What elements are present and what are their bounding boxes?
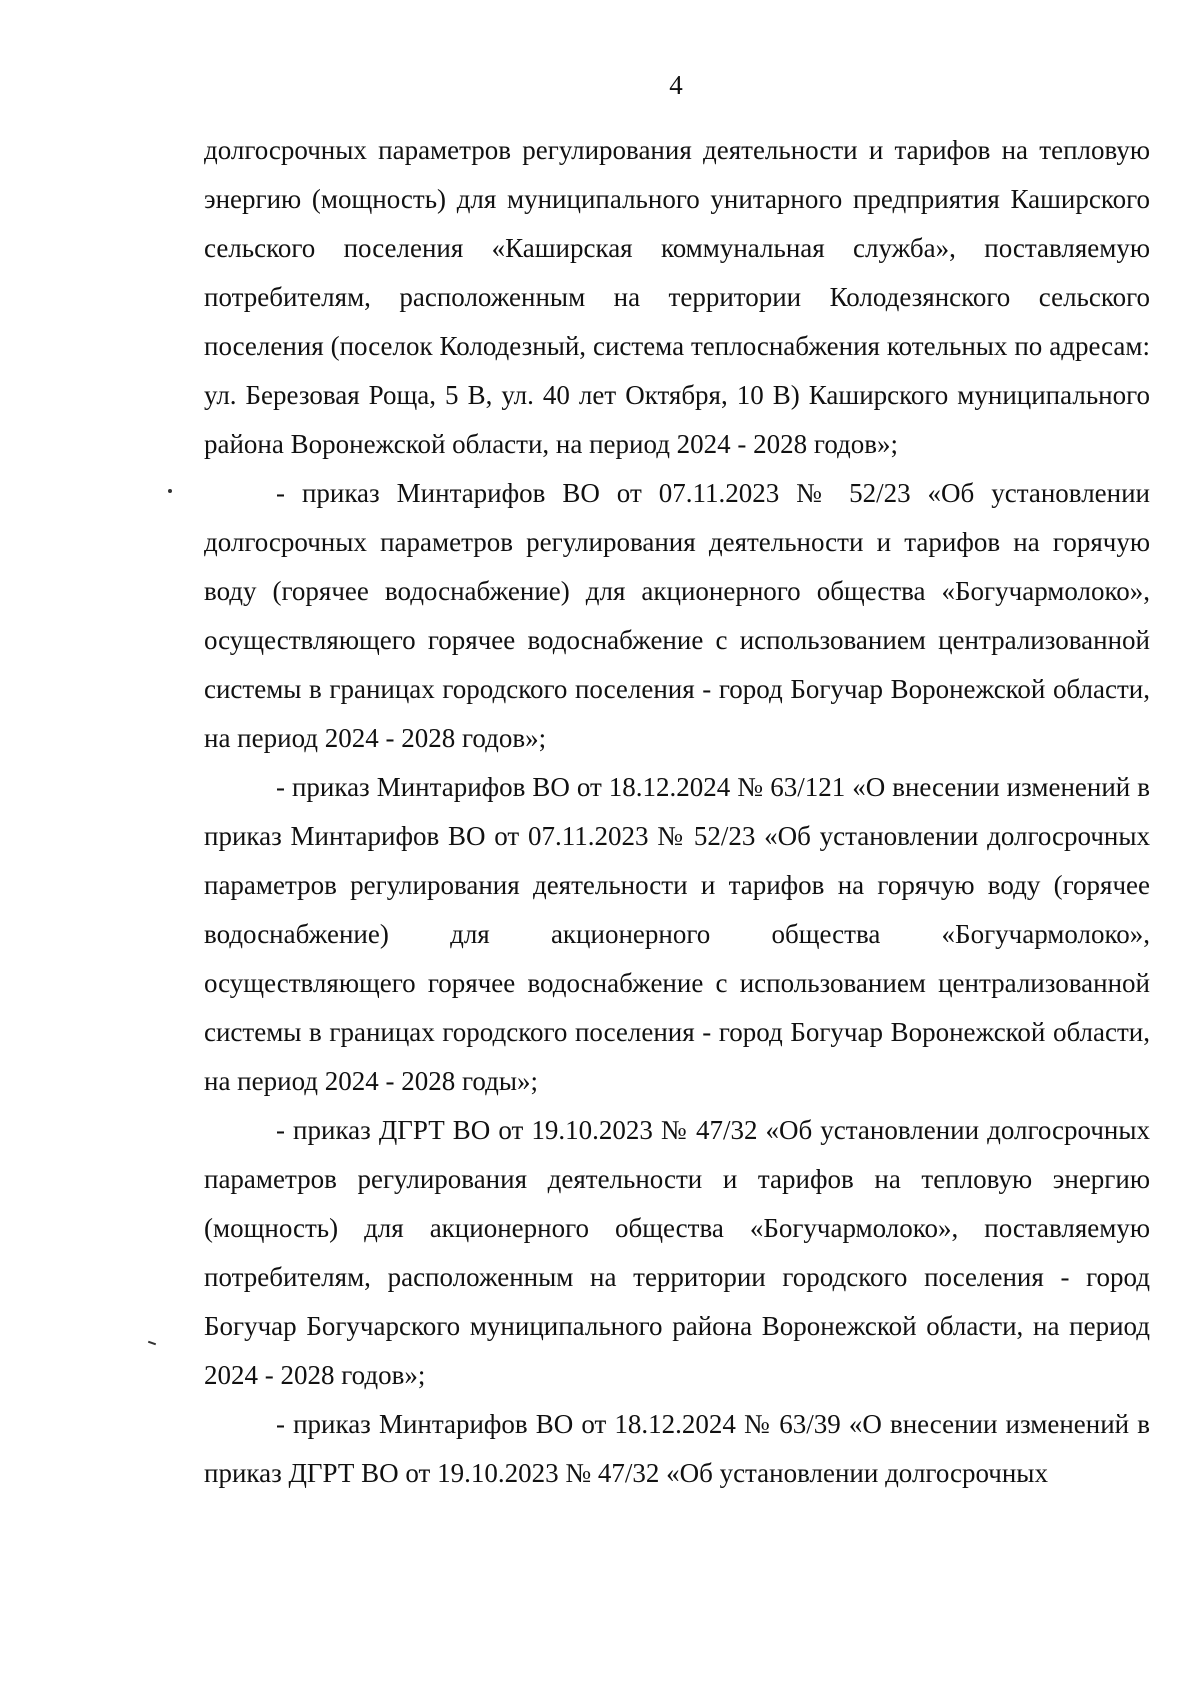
scan-artifact-dash bbox=[148, 1341, 156, 1346]
paragraph-order-63-39: - приказ Минтарифов ВО от 18.12.2024 № 63/39 «О внесении изменений в приказ ДГРТ ВО от 19.10.2023 № 47/32 «Об установлении долгосрочных bbox=[204, 1409, 1150, 1488]
paragraph-continuation: долгосрочных параметров регулирования деятельности и тарифов на тепловую энергию (мощность) для муниципального унитарного предприятия Каширского сельского поселения «Каширская коммунальная служба», поставляемую потребителям, расположенным на территории Колодезянского сельского поселения (поселок Колодезный, система теплоснабжения котельных по адресам: ул. Березовая Роща, 5 В, ул. 40 лет Октября, 10 В) Каширского муниципального района Воронежской области, на период 2024 - 2028 годов»; bbox=[204, 135, 1150, 459]
paragraph-order-47-32: - приказ ДГРТ ВО от 19.10.2023 № 47/32 «Об установлении долгосрочных параметров регулирования деятельности и тарифов на тепловую энергию (мощность) для акционерного общества «Богучармолоко», поставляемую потребителям, расположенным на территории городского поселения - город Богучар Богучарского муниципального района Воронежской области, на период 2024 - 2028 годов»; bbox=[204, 1115, 1150, 1390]
paragraph-order-63-121: - приказ Минтарифов ВО от 18.12.2024 № 63/121 «О внесении изменений в приказ Минтарифов ВО от 07.11.2023 № 52/23 «Об установлении долгосрочных параметров регулирования деятельности и тарифов на горячую воду (горячее водоснабжение) для акционерного общества «Богучармолоко», осуществляющего горячее водоснабжение с использованием централизованной системы в границах городского поселения - город Богучар Воронежской области, на период 2024 - 2028 годы»; bbox=[204, 772, 1150, 1096]
paragraph-order-52-23: - приказ Минтарифов ВО от 07.11.2023 № 52/23 «Об установлении долгосрочных параметров регулирования деятельности и тарифов на горячую воду (горячее водоснабжение) для акционерного общества «Богучармолоко», осуществляющего горячее водоснабжение с использованием централизованной системы в границах городского поселения - город Богучар Воронежской области, на период 2024 - 2028 годов»; bbox=[204, 478, 1150, 753]
page-number: 4 bbox=[669, 70, 683, 100]
document-body bbox=[204, 126, 1150, 1498]
scan-artifact-dot bbox=[168, 489, 172, 493]
